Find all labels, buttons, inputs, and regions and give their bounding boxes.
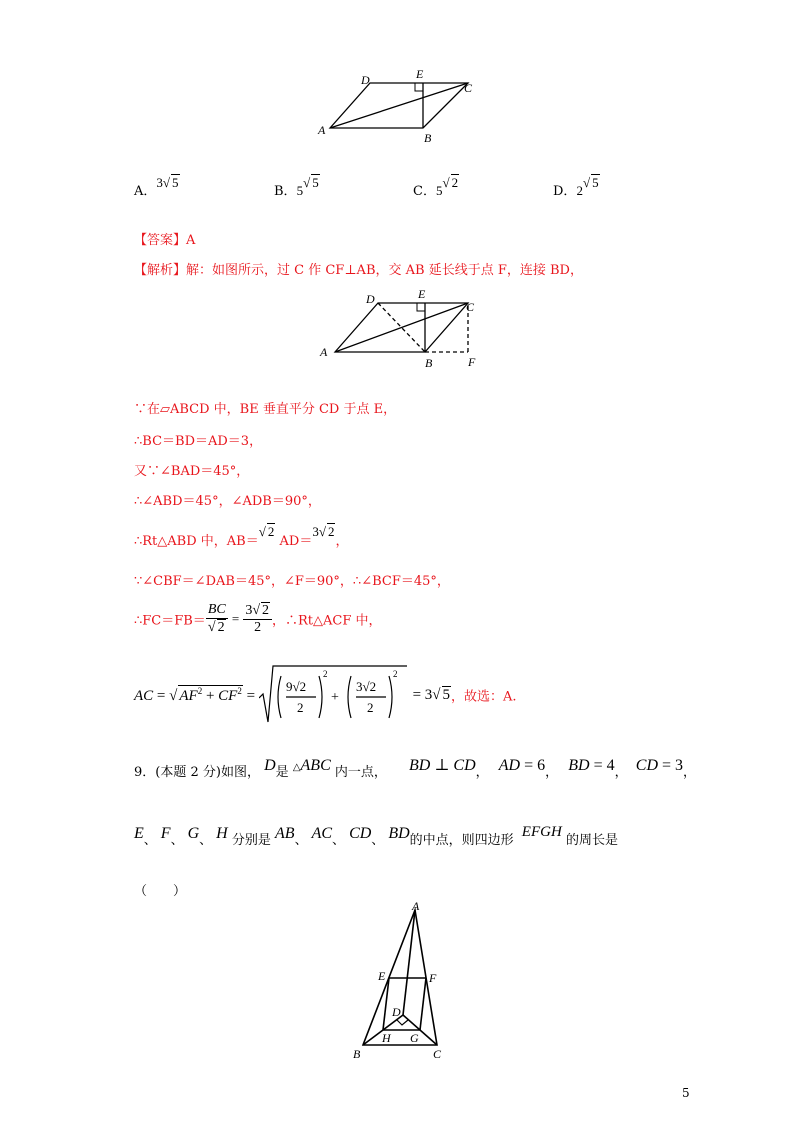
page-number: 5: [682, 1086, 690, 1100]
option-d[interactable]: D．2√ 5: [553, 175, 599, 199]
fig1-label-d: D: [361, 73, 370, 87]
step-3: 又∵∠BAD＝45°，: [134, 464, 250, 479]
fig2-label-e: E: [418, 287, 426, 301]
fig1-label-a: A: [318, 123, 326, 137]
svg-text:2: 2: [296, 700, 304, 715]
fig3-label-b: B: [353, 1047, 361, 1061]
step-1: ∵在▱ABCD 中，BE 垂直平分 CD 于点 E，: [134, 402, 397, 417]
fig3-label-f: F: [429, 971, 437, 985]
svg-text:9√2: 9√2: [285, 679, 306, 694]
fig2-label-b: B: [425, 356, 433, 370]
step-7: ∴FC＝FB＝ $\frac{BC}{√ 2}$ = $\frac{3√ 2}{2}$ ，∴Rt△ACF 中，: [134, 602, 382, 635]
svg-text:3√2: 3√2: [355, 679, 376, 694]
nested-radical: [259, 664, 409, 726]
fig3-label-h: H: [382, 1031, 391, 1045]
fig2-label-f: F: [468, 355, 476, 369]
fig3-label-a: A: [412, 900, 420, 913]
q9-line-1: 9．(本题 2 分)如图， D是 △ABC 内一点， BD ⊥ CD， AD = 6， BD = 4， CD = 3，: [134, 757, 697, 780]
svg-text:+: +: [330, 690, 339, 705]
svg-text:2: 2: [392, 669, 398, 679]
answer-label: 【答案】A: [134, 233, 196, 248]
svg-text:2: 2: [322, 669, 328, 679]
fig2-label-d: D: [366, 292, 375, 306]
fig3-label-d: D: [392, 1005, 401, 1019]
svg-text:2: 2: [366, 700, 374, 715]
fig1-label-c: C: [464, 81, 473, 95]
option-b[interactable]: B．5√ 5: [274, 175, 319, 199]
step-6: ∵∠CBF＝∠DAB＝45°，∠F＝90°，∴∠BCF＝45°，: [134, 574, 450, 589]
fig1-label-e: E: [416, 67, 424, 81]
step-4: ∴∠ABD＝45°，∠ADB＝90°，: [134, 494, 321, 509]
step-2: ∴BC＝BD＝AD＝3，: [134, 434, 263, 449]
parallelogram-figure: [310, 62, 490, 147]
analysis-intro: 【解析】解：如图所示，过 C 作 CF⊥AB，交 AB 延长线于点 F，连接 BD，: [134, 263, 583, 278]
q9-line-2: E、 F、 G、 H 分别是 AB、 AC、 CD、 BD的中点，则四边形 EFGH 的周长是: [134, 824, 618, 848]
ac-formula: AC = √ $AF^2 + CF^2$ = 9√2 2 2 + 3√2 2 2 = 3√ 5，故选：A.: [134, 664, 517, 726]
parallelogram-construction-figure: [310, 282, 510, 372]
option-a[interactable]: A．3√ 5: [134, 175, 179, 199]
option-c[interactable]: C．5√ 2: [413, 175, 459, 199]
fig1-label-b: B: [424, 131, 432, 145]
step-5: ∴Rt△ABD 中，AB＝√ 2 AD＝3√ 2，: [134, 524, 349, 549]
fig3-label-g: G: [410, 1031, 419, 1045]
q9-answer-paren: （ ）: [134, 884, 187, 899]
fig2-label-a: A: [320, 345, 328, 359]
fig3-label-e: E: [378, 969, 386, 983]
fig3-label-c: C: [433, 1047, 442, 1061]
triangle-figure: [345, 900, 455, 1065]
fig2-label-c: C: [466, 300, 475, 314]
